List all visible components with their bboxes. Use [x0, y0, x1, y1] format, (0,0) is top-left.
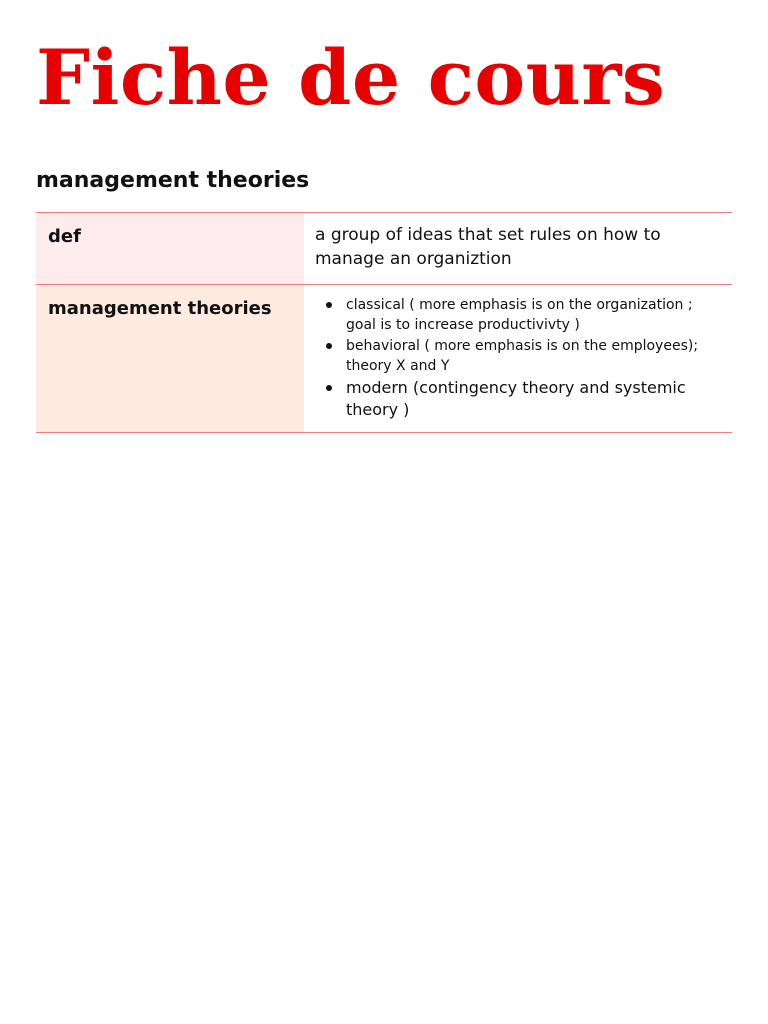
- list-item-text: behavioral ( more emphasis is on the employees); theory X and Y: [346, 338, 699, 374]
- page-title: Fiche de cours: [36, 33, 666, 122]
- table-row-def: [36, 213, 732, 285]
- definition-text: a group of ideas that set rules on how to manage an organiztion: [315, 225, 661, 269]
- table-row-management-theories: [36, 285, 732, 433]
- row-content-management-theories: [304, 285, 732, 432]
- list-item-text: classical ( more emphasis is on the organization ; goal is to increase productivivty ): [346, 297, 693, 333]
- bullet-dot-icon: [326, 343, 332, 349]
- row-label-management-theories: management theories: [36, 285, 304, 432]
- list-item-modern: [315, 377, 720, 421]
- course-table: [36, 212, 732, 433]
- theories-list: [315, 295, 720, 421]
- bullet-dot-icon: [326, 385, 332, 391]
- row-label-def: def: [36, 213, 304, 284]
- bullet-dot-icon: [326, 302, 332, 308]
- list-item-text: modern (contingency theory and systemic theory ): [346, 378, 686, 419]
- row-content-def: [304, 213, 732, 284]
- list-item-behavioral: [315, 336, 720, 376]
- section-heading: management theories: [36, 168, 310, 193]
- list-item-classical: [315, 295, 720, 335]
